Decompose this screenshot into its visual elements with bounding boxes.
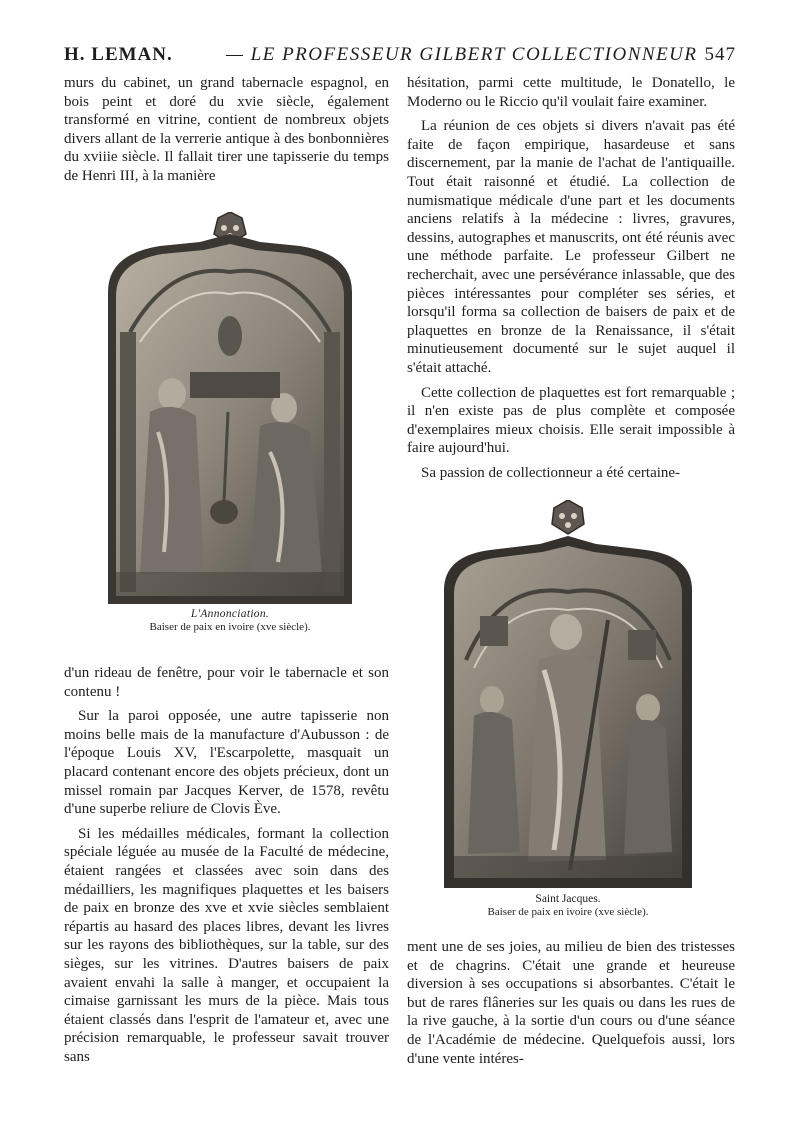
saint-jacques-plate-image — [440, 500, 696, 888]
paragraph: Sur la paroi opposée, une autre tapisserie non moins belle mais de la manufacture d'Aubusson : de l'époque Louis XV, l'Escarpolette, masquait un placard contenant encore des objets précieux, dont un missel romain par Jacques Kerver, de 1578, revêtu d'une superbe reliure de Clovis Ève. — [64, 708, 389, 818]
figure-2-title: Saint Jacques. — [535, 893, 601, 905]
figure-1-description: Baiser de paix en ivoire (xve siècle). — [149, 621, 311, 633]
column-1-top-text — [64, 74, 389, 186]
running-head-title: — LE PROFESSEUR GILBERT COLLECTIONNEUR — [226, 44, 698, 65]
paragraph: murs du cabinet, un grand tabernacle espagnol, en bois peint et doré du xvie siècle, également transformé en vitrine, contient de nombreux objets divers allant de la verrerie antique à des bonbonnières du xviiie siècle. Il fallait tirer une tapisserie du temps de Henri III, à la manière — [64, 75, 389, 184]
column-1-bottom-text — [64, 664, 389, 1066]
figure-1-caption — [100, 608, 360, 634]
page-number: 547 — [704, 44, 736, 65]
running-head — [64, 40, 736, 70]
annonciation-plate-image — [100, 212, 360, 604]
figure-1-title: L'Annonciation. — [190, 608, 270, 620]
paragraph: ment une de ses joies, au milieu de bien des tristesses et de chagrins. C'était une grande et heureuse diversion à ses occupations si absorbantes. C'était le but de rares flâneries sur les quais ou dans les rues de la rive gauche, à la sortie d'un cours ou d'une séance de l'Académie de médecine. Quelquefois aussi, lors d'une vente intéres- — [407, 939, 735, 1067]
figure-2-caption — [440, 893, 696, 919]
column-2-top-text — [407, 74, 735, 482]
column-2-bottom-text — [407, 938, 735, 1068]
paragraph: Cette collection de plaquettes est fort remarquable ; il n'en existe pas de plus complète et composée d'exemplaires mieux choisis. Elle serait impossible à faire aujourd'hui. — [407, 384, 735, 457]
paragraph: hésitation, parmi cette multitude, le Donatello, le Moderno ou le Riccio qu'il voulait faire examiner. — [407, 75, 735, 110]
paragraph: Sa passion de collectionneur a été certaine- — [421, 464, 681, 481]
running-head-author: H. LEMAN. — [64, 44, 173, 65]
paragraph: Si les médailles médicales, formant la collection spéciale léguée au musée de la Faculté de médecine, étaient rangées et classées avec soin dans des médailliers, les magnifiques plaquettes et les baisers de paix en bronze des xve et xvie siècles semblaient répartis au hasard des places libres, devant les livres sur les rayons des bibliothèques, sur la table, sur des sièges, sur les vitrines. D'autres baisers de paix avaient envahi la salle à manger, et occupaient la cimaise garnissant les murs de la pièce. Mais tous étaient classés dans l'esprit de l'amateur et, avec une précision remarquable, le professeur savait trouver sans — [64, 825, 389, 1065]
paragraph: La réunion de ces objets si divers n'avait pas été faite de façon empirique, hasardeuse et sans discernement, par la manie de l'achat de l'antiquaille. Tout était raisonné et étudié. La collection de numismatique médicale d'une part et les documents anciens relatifs à la médecine : livres, gravures, dessins, autographes et manuscrits, ont été réunis avec une méthode parfaite. Le professeur Gilbert ne recherchait, avec une persévérance inlassable, que des pièces intéressantes pour compléter ses séries, et lorsqu'il forma sa collection de baisers de paix et de plaquettes en bronze de la Renaissance, il s'était minutieusement documenté sur le sujet auquel il s'était attaché. — [407, 118, 735, 376]
paragraph: d'un rideau de fenêtre, pour voir le tabernacle et son contenu ! — [64, 665, 389, 700]
figure-2-description: Baiser de paix en ivoire (xve siècle). — [487, 906, 649, 918]
